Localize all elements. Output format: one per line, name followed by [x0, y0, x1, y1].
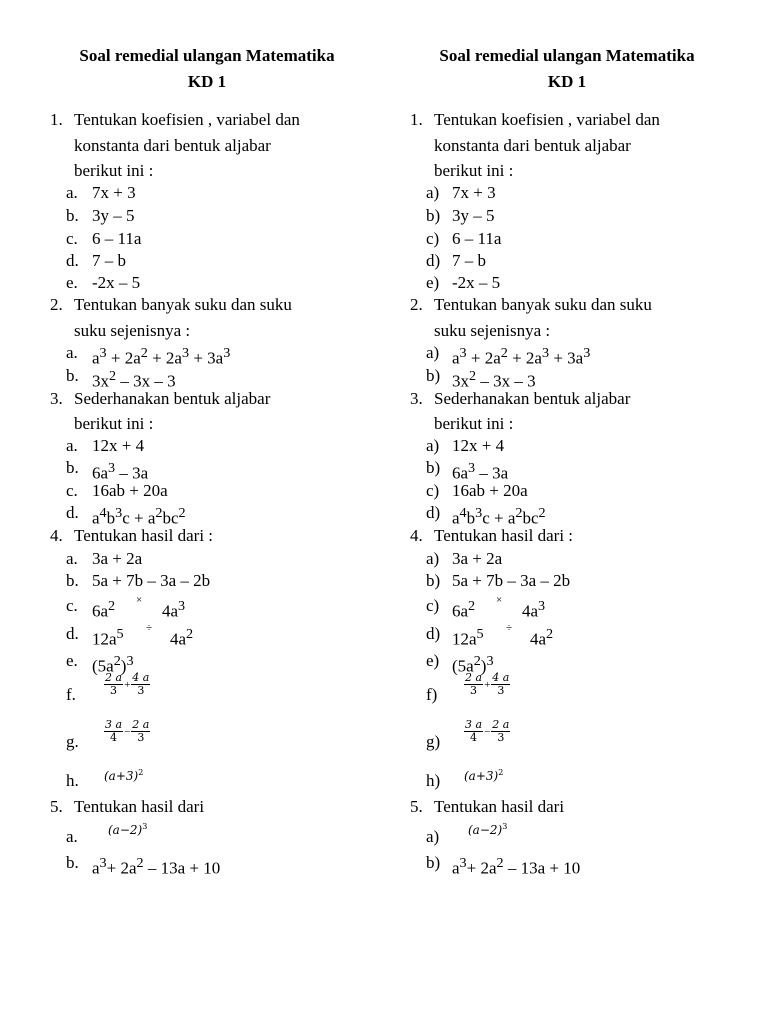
math-expression: $(5a^2)^3$ [452, 653, 494, 676]
math-expression: $a^3+ 2a^2 - 13a + 10$ [452, 855, 581, 878]
math-expression: $4a^3$ [522, 598, 546, 621]
math-expression: $(a-2)^3$ [108, 822, 148, 837]
question-text: berikut ini : [74, 161, 154, 180]
fraction-expression: $\frac{2 a}{3}$ + $\frac{4 a}{3}$ [105, 671, 150, 697]
question-text: Tentukan koefisien , variabel dan [74, 110, 300, 129]
math-expression: $4a^3$ [162, 598, 186, 621]
math-expression: $4a^2$ [170, 626, 194, 649]
math-expression: $a^3 + 2a^2 + 2a^3 + 3a^3$ [92, 345, 231, 368]
question-text: konstanta dari bentuk aljabar [74, 136, 271, 155]
math-expression: $(5a^2)^3$ [92, 653, 134, 676]
math-expression: $12a^5$ [92, 626, 124, 649]
fraction-expression: $\frac{2 a}{3}$ + $\frac{4 a}{3}$ [465, 671, 510, 697]
math-expression: $(a+3)^2$ [104, 768, 144, 783]
worksheet-column-right: Soal remedial ulangan Matematika KD 1 1. Tentukan koefisien , variabel dan konstanta dari bentuk aljabar berikut ini : a) 7x + 3 b) 3y – 5 c) 6 – 11a d) 7 – b e) -2x – 5 2. Tentukan banyak suku dan suku suku sejenisnya : a) $a^3 + 2a^2 + 2a^3 + 3a^3$ b) $3x^2 - 3x - 3$ 3. Sederhanakan bentuk aljabar berikut ini : a) 12x + 4 b) $6a^3 - 3a$ c) 16ab + 20a d) $a^4b^3c + a^2bc^2$ 4. Tentukan hasil dari : a) 3a + 2a b) 5a + 7b – 3a – 2b c) $6a^2$ × $4a^3$ d) $12a^5$ ÷ $4a^2$ e) $(5a^2)^3$ f) $\frac{2 a}{3}$ + $\frac{4 a}{3}$ g) $\frac{3 a}{4}$ − $\frac{2 a}{3}$ h) $(a+3)^2$ 5. Tentukan hasil dari a) $(a-2)^3$ b) $a^3+ 2a^2 - 13a + 10$ [402, 0, 752, 1024]
math-expression: $6a^2$ [92, 598, 116, 621]
math-expression: $12a^5$ [452, 626, 484, 649]
divide-sign: ÷ [506, 622, 513, 634]
math-expression: $4a^2$ [530, 626, 554, 649]
math-expression: $a^3 + 2a^2 + 2a^3 + 3a^3$ [452, 345, 591, 368]
math-expression: $(a+3)^2$ [464, 768, 504, 783]
worksheet-column-left: Soal remedial ulangan Matematika KD 1 1. Tentukan koefisien , variabel dan konstanta dari bentuk aljabar berikut ini : a. 7x + 3 b. 3y – 5 c. 6 – 11a d. 7 – b e. -2x – 5 2. Tentukan banyak suku dan suku suku sejenisnya : a. $a^3 + 2a^2 + 2a^3 + 3a^3$ b. $3x^2 - 3x - 3$ 3. Sederhanakan bentuk aljabar berikut ini : a. 12x + 4 b. $6a^3 - 3a$ c. 16ab + 20a d. $a^4b^3c + a^2bc^2$ 4. Tentukan hasil dari : a. 3a + 2a b. 5a + 7b – 3a – 2b c. $6a^2$ × $4a^3$ d. $12a^5$ ÷ $4a^2$ e. $(5a^2)^3$ f. $\frac{2 a}{3}$ + $\frac{4 a}{3}$ g. $\frac{3 a}{4}$ − $\frac{2 a}{3}$ h. $(a+3)^2$ 5. Tentukan hasil dari a. $(a-2)^3$ b. $a^3+ 2a^2 - 13a + 10$ [42, 0, 392, 1024]
worksheet-subtitle: KD 1 [187, 72, 227, 91]
math-expression: $6a^2$ [452, 598, 476, 621]
multiply-sign: × [496, 594, 503, 606]
math-expression: $6a^3 - 3a$ [452, 460, 509, 483]
math-expression: $6a^3 - 3a$ [92, 460, 149, 483]
divide-sign: ÷ [146, 622, 153, 634]
question-number: 1. [50, 110, 63, 129]
worksheet-title: Soal remedial ulangan Matematika [439, 46, 695, 65]
worksheet-subtitle: KD 1 [547, 72, 587, 91]
math-expression: $a^4b^3c + a^2bc^2$ [452, 505, 546, 528]
fraction-expression: $\frac{3 a}{4}$ − $\frac{2 a}{3}$ [465, 718, 510, 744]
fraction-expression: $\frac{3 a}{4}$ − $\frac{2 a}{3}$ [105, 718, 150, 744]
math-expression: $a^4b^3c + a^2bc^2$ [92, 505, 186, 528]
multiply-sign: × [136, 594, 143, 606]
math-expression: $3x^2 - 3x - 3$ [92, 368, 176, 391]
math-expression: $a^3+ 2a^2 - 13a + 10$ [92, 855, 221, 878]
math-expression: $3x^2 - 3x - 3$ [452, 368, 536, 391]
worksheet-title: Soal remedial ulangan Matematika [79, 46, 335, 65]
math-expression: $(a-2)^3$ [468, 822, 508, 837]
